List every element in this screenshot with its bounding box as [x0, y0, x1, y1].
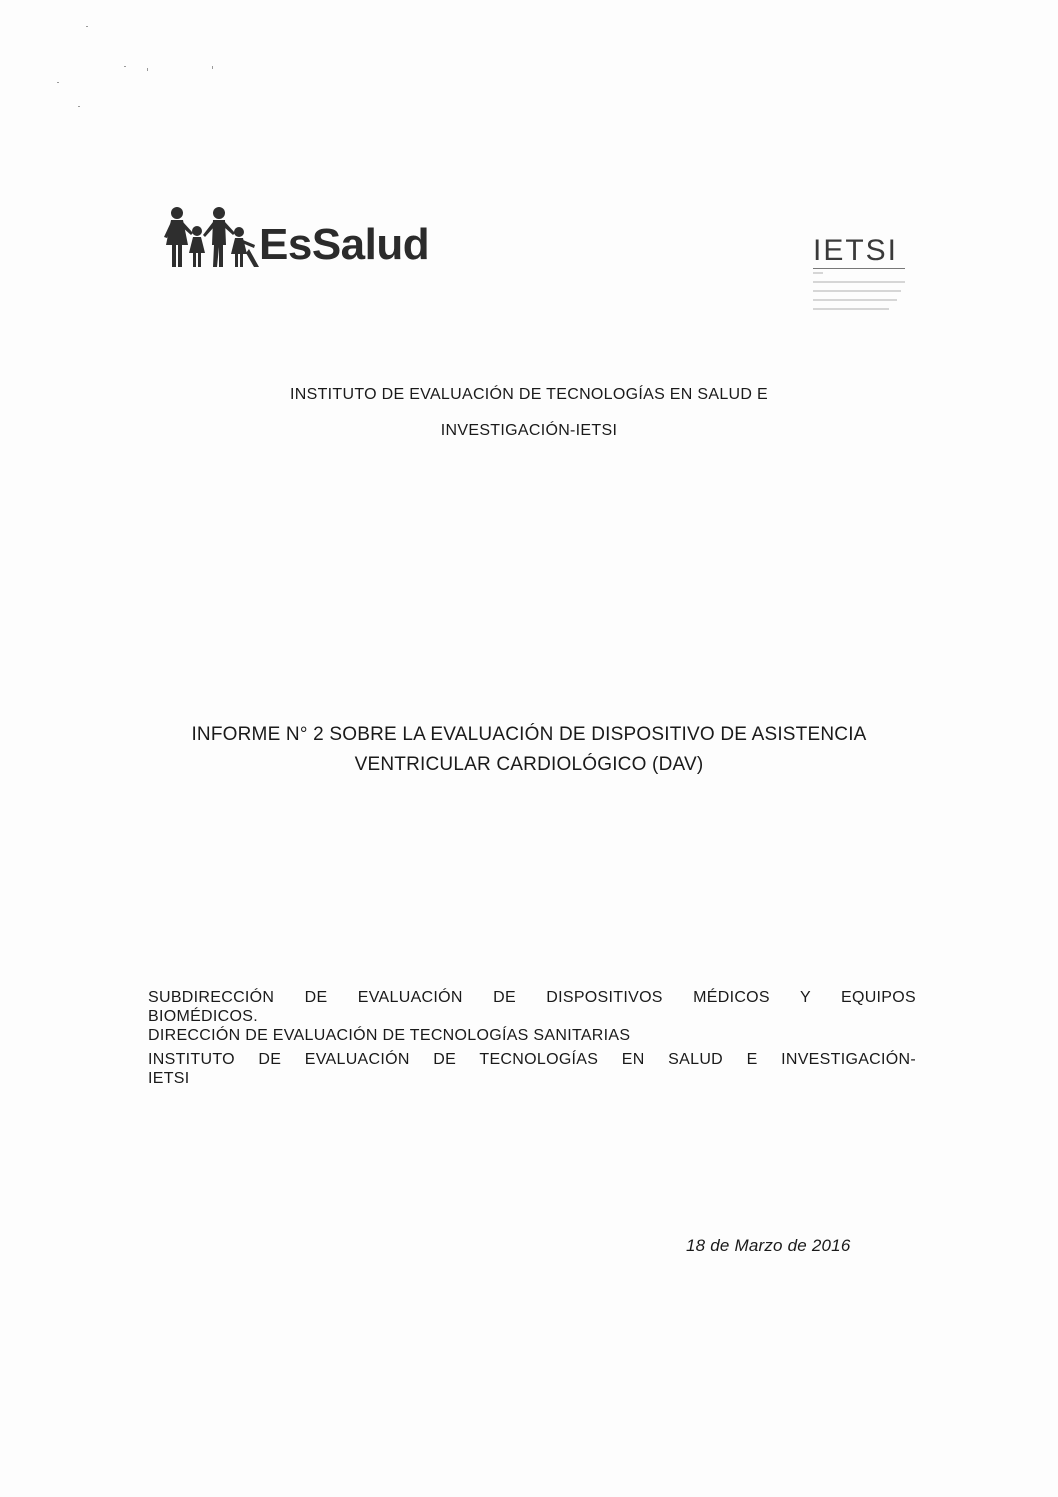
scan-speck	[212, 66, 213, 69]
ietsi-logo	[813, 236, 913, 317]
ietsi-fine-print	[813, 272, 905, 310]
report-title-line-1: INFORME N° 2 SOBRE LA EVALUACIÓN DE DISPOSITIVO DE ASISTENCIA	[191, 724, 867, 745]
affiliation-text: INSTITUTO DE EVALUACIÓN DE TECNOLOGÍAS EN SALUD E INVESTIGACIÓN-	[148, 1051, 916, 1068]
essalud-wordmark: EsSalud	[259, 220, 430, 269]
affiliation-line-5: IETSI	[148, 1070, 190, 1087]
report-date: 18 de Marzo de 2016	[686, 1236, 851, 1255]
scan-speck	[147, 68, 148, 71]
family-figures-icon	[163, 205, 259, 269]
essalud-logo	[163, 205, 429, 269]
affiliation-line-4	[148, 1050, 916, 1069]
scan-speck	[86, 26, 88, 27]
affiliation-line-3: DIRECCIÓN DE EVALUACIÓN DE TECNOLOGÍAS SANITARIAS	[148, 1027, 631, 1044]
ietsi-wordmark: IETSI	[813, 234, 899, 267]
scan-speck	[78, 106, 80, 107]
affiliation-line-1	[148, 988, 916, 1007]
scan-speck	[124, 66, 126, 67]
ietsi-underline	[813, 268, 905, 269]
institute-header-line-2: INVESTIGACIÓN-IETSI	[440, 422, 618, 439]
scan-speck	[57, 82, 59, 83]
affiliation-text: SUBDIRECCIÓN DE EVALUACIÓN DE DISPOSITIVOS MÉDICOS Y EQUIPOS	[148, 989, 916, 1006]
report-title-line-2: VENTRICULAR CARDIOLÓGICO (DAV)	[354, 754, 704, 775]
institute-header-line-1: INSTITUTO DE EVALUACIÓN DE TECNOLOGÍAS EN SALUD E	[290, 386, 768, 403]
affiliation-line-2: BIOMÉDICOS.	[148, 1008, 258, 1025]
